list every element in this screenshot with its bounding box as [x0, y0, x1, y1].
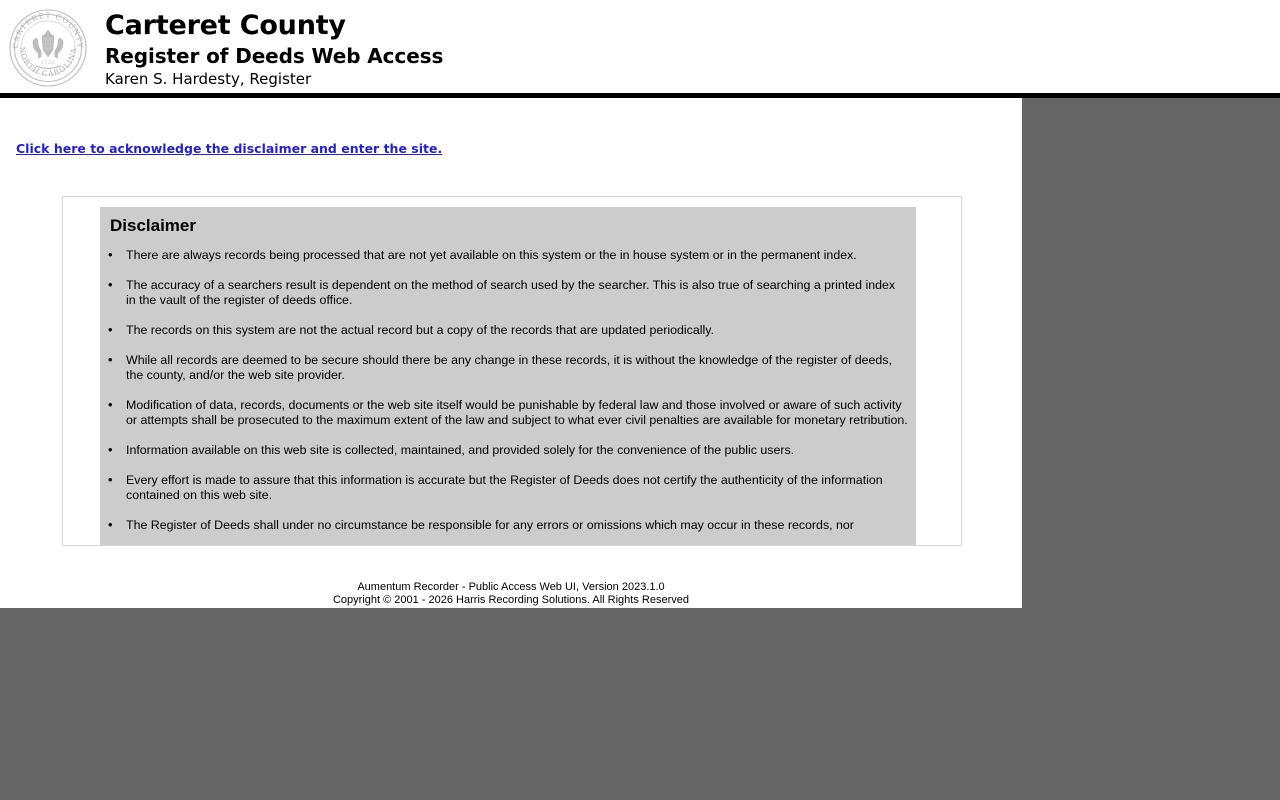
footer: [0, 581, 1022, 606]
svg-text:CARTERET COUNTY: CARTERET COUNTY: [10, 10, 86, 50]
disclaimer-panel: [100, 207, 916, 546]
page-title: Carteret County: [105, 10, 346, 41]
register-official: Karen S. Hardesty, Register: [105, 70, 312, 88]
site-header: [0, 0, 1280, 93]
disclaimer-list: [100, 248, 916, 533]
enter-site-link-container: [16, 141, 442, 156]
disclaimer-item: • While all records are deemed to be secure should there be any change in these records, it is without the knowledge of the register of deeds, the county, and/or the web site provider.: [100, 353, 908, 383]
footer-copyright-line: Copyright © 2001 - 2026 Harris Recording Solutions. All Rights Reserved: [332, 593, 689, 606]
disclaimer-item: • The records on this system are not the actual record but a copy of the records that are updated periodically.: [100, 323, 908, 338]
disclaimer-item: • Information available on this web site is collected, maintained, and provided solely for the convenience of the public users.: [100, 443, 908, 458]
disclaimer-item: • Modification of data, records, documents or the web site itself would be punishable by federal law and those involved or aware of such activity or attempts shall be prosecuted to the maximum extent of the law and subject to what ever civil penalties are available for monetary retribution.: [100, 398, 908, 428]
county-seal-icon: [6, 6, 90, 90]
disclaimer-item: • Every effort is made to assure that this information is accurate but the Register of Deeds does not certify the authenticity of the information contained on this web site.: [100, 473, 908, 503]
footer-version-line: Aumentum Recorder - Public Access Web UI, Version 2023.1.0: [357, 581, 665, 593]
disclaimer-item: • The accuracy of a searchers result is dependent on the method of search used by the searcher. This is also true of searching a printed index in the vault of the register of deeds office.: [100, 278, 908, 308]
disclaimer-scroll-frame[interactable]: [62, 196, 962, 546]
header-text-block: [105, 9, 443, 90]
disclaimer-heading: Disclaimer: [110, 216, 196, 235]
disclaimer-item: • The Register of Deeds shall under no circumstance be responsible for any errors or omissions which may occur in these records, nor: [100, 518, 908, 533]
acknowledge-disclaimer-link[interactable]: Click here to acknowledge the disclaimer and enter the site.: [16, 141, 443, 156]
svg-text:1722: 1722: [41, 61, 55, 66]
page-content: [0, 98, 1022, 608]
page-subtitle: Register of Deeds Web Access: [105, 44, 444, 68]
disclaimer-item: • There are always records being processed that are not yet available on this system or the in house system or in the permanent index.: [100, 248, 908, 263]
svg-text:NORTH CAROLINA: NORTH CAROLINA: [17, 46, 79, 79]
